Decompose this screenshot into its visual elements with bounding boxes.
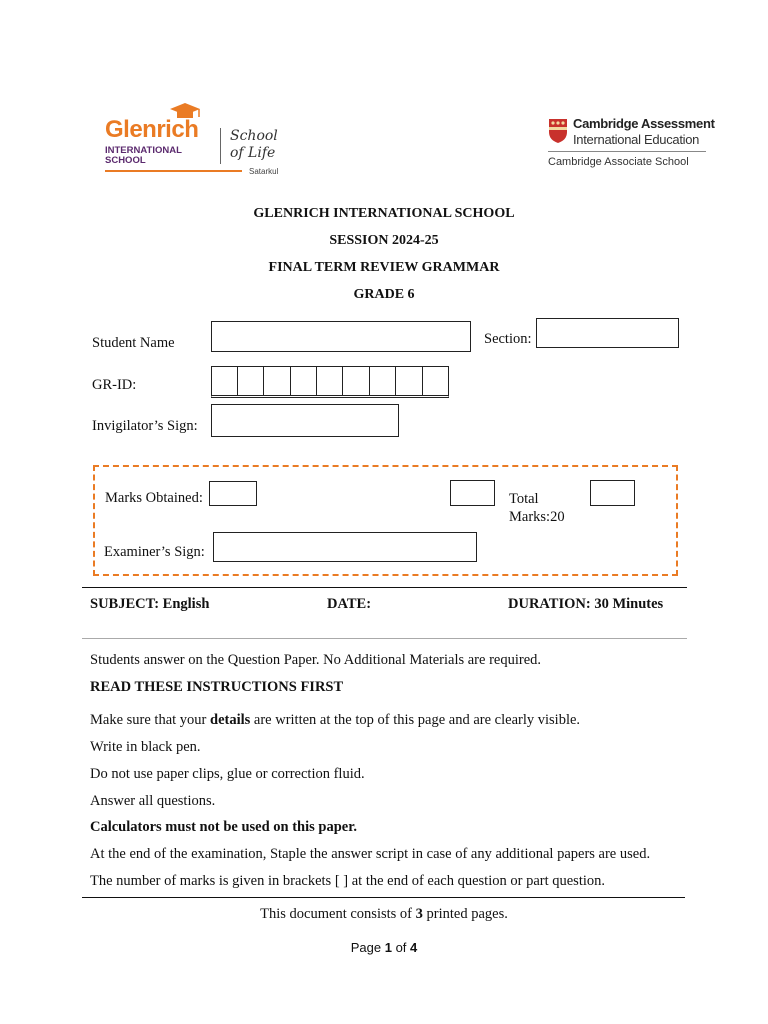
section-label: Section: (484, 331, 532, 347)
instruction-line-details: Make sure that your details are written at the top of this page and are clearly visible. (90, 712, 581, 728)
divider-bottom (82, 897, 685, 898)
examiner-sign-field[interactable] (213, 532, 477, 562)
logo-underline (105, 170, 242, 172)
cambridge-line2: International Education (573, 132, 700, 147)
page-number: Page 1 of 4 (350, 940, 418, 955)
instruction-line-pen: Write in black pen. (90, 739, 201, 755)
instruction-line-answer: Answer all questions. (90, 793, 216, 809)
grade-title: GRADE 6 (353, 287, 415, 302)
school-of-life-tagline: School of Life (230, 128, 278, 161)
marks-obtained-label: Marks Obtained: (105, 490, 203, 506)
cambridge-line3: Cambridge Associate School (548, 156, 689, 168)
gr-id-label: GR-ID: (92, 377, 137, 393)
glenrich-wordmark: Glenrich (105, 116, 199, 143)
gr-id-field[interactable] (211, 366, 449, 398)
instruction-line-marks: The number of marks is given in brackets [ ] at the end of each question or part question. (90, 873, 605, 889)
total-marks-field[interactable] (590, 480, 635, 506)
marks-extra-field[interactable] (450, 480, 495, 506)
divider-top (82, 587, 687, 588)
student-name-label: Student Name (92, 335, 175, 351)
divider-middle (82, 638, 687, 639)
instruction-intro: Students answer on the Question Paper. No Additional Materials are required. (90, 652, 542, 668)
section-field[interactable] (536, 318, 679, 348)
cambridge-line1: Cambridge Assessment (573, 116, 715, 131)
cambridge-shield-icon (548, 118, 568, 144)
cambridge-divider (548, 151, 706, 152)
session-title: SESSION 2024-25 (329, 233, 439, 248)
glenrich-subtitle: INTERNATIONAL SCHOOL (105, 145, 182, 166)
subject-label: SUBJECT: English (90, 596, 210, 612)
date-label: DATE: (327, 596, 372, 612)
examiner-sign-label: Examiner’s Sign: (104, 544, 205, 560)
document-pages-note: This document consists of 3 printed pages. (260, 906, 508, 922)
instruction-line-calculators: Calculators must not be used on this paper. (90, 819, 357, 835)
student-name-field[interactable] (211, 321, 471, 352)
invigilator-sign-label: Invigilator’s Sign: (92, 418, 198, 434)
invigilator-sign-field[interactable] (211, 404, 399, 437)
campus-name: Satarkul (249, 167, 279, 176)
marks-obtained-field[interactable] (209, 481, 257, 506)
instruction-line-staple: At the end of the examination, Staple the answer script in case of any additional papers are used. (90, 846, 651, 862)
instruction-line-clips: Do not use paper clips, glue or correction fluid. (90, 766, 365, 782)
logo-divider (220, 128, 221, 164)
duration-label: DURATION: 30 Minutes (508, 596, 664, 612)
school-title: GLENRICH INTERNATIONAL SCHOOL (253, 206, 515, 221)
instruction-heading: READ THESE INSTRUCTIONS FIRST (90, 679, 344, 695)
exam-title: FINAL TERM REVIEW GRAMMAR (268, 260, 500, 275)
total-marks-label: Total Marks:20 (509, 491, 565, 525)
